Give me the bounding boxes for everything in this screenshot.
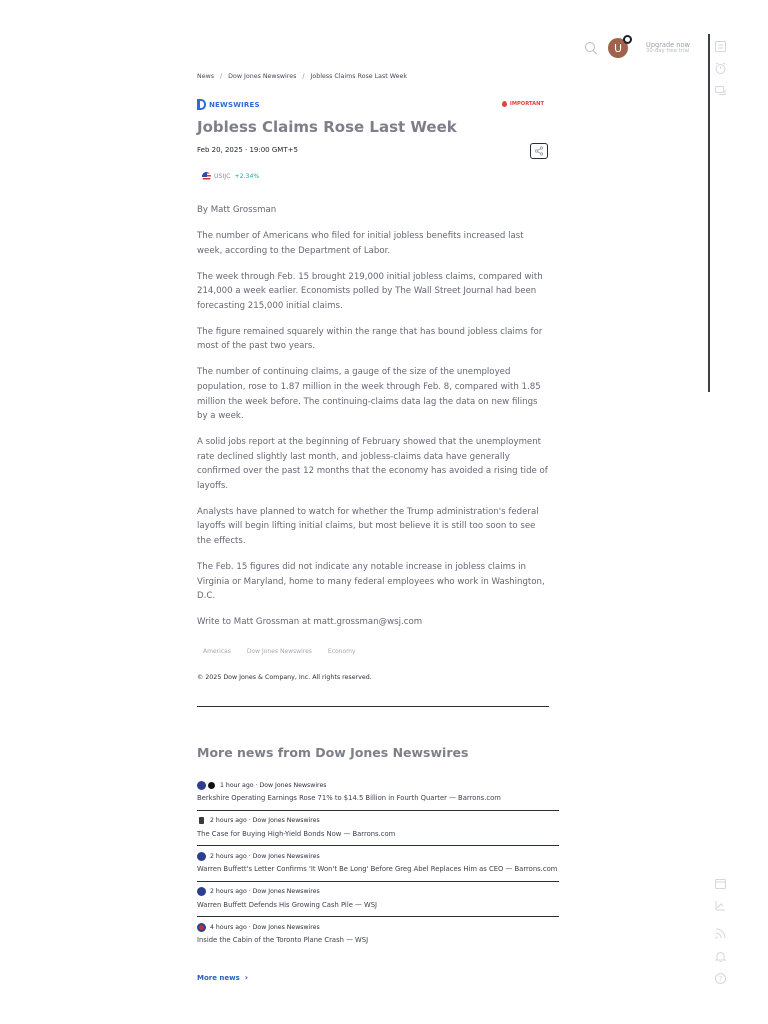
- source-logo-icon: [197, 923, 206, 932]
- paragraph: The number of Americans who filed for initial jobless benefits increased last week, according to the Department of Labor.: [197, 230, 524, 256]
- news-headline[interactable]: Warren Buffett Defends His Growing Cash Pile — WSJ: [197, 900, 378, 909]
- news-headline[interactable]: Inside the Cabin of the Toronto Plane Crash — WSJ: [197, 936, 369, 944]
- breadcrumb-news[interactable]: News: [197, 73, 215, 80]
- news-stream-icon[interactable]: [714, 927, 727, 940]
- more-news-title: More news from Dow Jones Newswires: [197, 745, 469, 760]
- news-time-source: 2 hours ago · Dow Jones Newswires: [210, 817, 320, 824]
- flame-icon: [502, 101, 507, 107]
- news-meta: [197, 850, 559, 862]
- related-symbol-chip[interactable]: [202, 172, 259, 181]
- ideas-icon[interactable]: [714, 899, 727, 912]
- copyright: © 2025 Dow Jones & Company, Inc. All rights reserved.: [197, 674, 372, 681]
- list-item[interactable]: [197, 882, 559, 918]
- news-time-source: 2 hours ago · Dow Jones Newswires: [210, 888, 320, 895]
- notifications-icon[interactable]: [714, 950, 727, 963]
- byline: By Matt Grossman: [197, 205, 277, 215]
- share-button[interactable]: [530, 143, 548, 159]
- tag-americas[interactable]: Americas: [203, 648, 231, 655]
- news-headline[interactable]: Warren Buffett's Letter Confirms 'It Won't Be Long' Before Greg Abel Replaces Him as CEO — Barrons.com: [197, 865, 558, 873]
- watchlist-icon[interactable]: [714, 40, 727, 53]
- upgrade-button[interactable]: [646, 42, 690, 55]
- share-icon: [534, 146, 544, 156]
- source-logo-icon: [197, 781, 206, 790]
- paragraph: A solid jobs report at the beginning of February showed that the unemployment rate declined slightly last month, and jobless-claims data have generally confirmed over the past 12 months that the economy has avoided a rising tide of layoffs.: [197, 437, 548, 491]
- paragraph: The week through Feb. 15 brought 219,000 initial jobless claims, compared with 214,000 a week earlier. Economists polled by The Wall Street Journal had been forecasting 215,000 initial claims.: [197, 271, 543, 311]
- more-news-link[interactable]: [197, 973, 248, 982]
- tag-dow-jones-newswires[interactable]: Dow Jones Newswires: [246, 648, 312, 655]
- divider: [197, 706, 549, 707]
- source-logo-icon: [197, 852, 206, 861]
- list-item[interactable]: [197, 775, 559, 811]
- notification-dot-icon: [623, 35, 632, 44]
- breadcrumb-dow-jones[interactable]: Dow Jones Newswires: [228, 73, 297, 80]
- list-item[interactable]: [197, 917, 559, 952]
- list-item[interactable]: [197, 811, 559, 847]
- news-meta: [197, 815, 559, 827]
- help-icon[interactable]: [714, 972, 727, 985]
- newswires-logo: [197, 99, 260, 110]
- newswires-logo-icon: [197, 99, 206, 110]
- source-logo-icon: [207, 781, 216, 790]
- breadcrumb-current: Jobless Claims Rose Last Week: [310, 73, 408, 80]
- important-label: IMPORTANT: [509, 101, 544, 107]
- news-time-source: 1 hour ago · Dow Jones Newswires: [220, 781, 327, 789]
- chats-icon[interactable]: [714, 85, 727, 98]
- important-badge: [502, 101, 544, 107]
- symbol-change: +2.34%: [234, 173, 260, 180]
- paragraph: The figure remained squarely within the range that has bound jobless claims for most of the past two years.: [197, 326, 543, 352]
- symbol-name: USIJC: [214, 173, 231, 180]
- news-headline[interactable]: Berkshire Operating Earnings Rose 71% to $14.5 Billion in Fourth Quarter — Barrons.com: [197, 794, 501, 802]
- more-news-list: [197, 775, 559, 952]
- list-item[interactable]: [197, 846, 559, 882]
- author-contact: Write to Matt Grossman at matt.grossman@wsj.com: [197, 617, 423, 628]
- us-flag-icon: [202, 172, 211, 181]
- news-headline[interactable]: The Case for Buying High-Yield Bonds Now — Barrons.com: [197, 829, 396, 838]
- upgrade-title: Upgrade now: [646, 40, 690, 49]
- news-meta: [197, 779, 559, 791]
- svg-text:?: ?: [718, 975, 723, 983]
- chevron-right-icon: ›: [244, 973, 249, 982]
- tag-economy[interactable]: Economy: [327, 648, 356, 655]
- paragraph: Analysts have planned to watch for whether the Trump administration's federal layoffs will begin lifting initial claims, but most believe it is still too soon to see the effects.: [197, 506, 539, 547]
- news-time-source: 2 hours ago · Dow Jones Newswires: [210, 852, 320, 860]
- search-icon[interactable]: [584, 41, 598, 55]
- news-meta: [197, 886, 559, 898]
- page-title: Jobless Claims Rose Last Week: [197, 118, 457, 136]
- paragraph: The number of continuing claims, a gauge of the size of the unemployed population, rose to 1.87 million in the week through Feb. 8, compared with 1.85 million the week before. The continuing-claims data lag the data on new filings by a week.: [197, 367, 541, 422]
- alerts-icon[interactable]: [714, 62, 727, 75]
- tag-list: [203, 648, 356, 655]
- more-news-label: More news: [197, 973, 240, 982]
- news-time-source: 4 hours ago · Dow Jones Newswires: [210, 923, 320, 931]
- brand-name: NEWSWIRES: [209, 100, 260, 109]
- avatar-letter: U: [613, 41, 623, 55]
- header-toolbar: [584, 38, 690, 58]
- calendar-icon[interactable]: [714, 877, 727, 890]
- breadcrumb: News / Dow Jones Newswires / Jobless Claims Rose Last Week: [197, 73, 408, 80]
- article-body: [197, 203, 549, 641]
- publish-date: Feb 20, 2025 · 19:00 GMT+5: [197, 146, 298, 154]
- right-rail-divider: [708, 34, 710, 392]
- paragraph: The Feb. 15 figures did not indicate any notable increase in jobless claims in Virginia or Maryland, home to many federal employees who work in Washington, D.C.: [197, 562, 545, 602]
- upgrade-subtitle: 30-day free trial: [646, 47, 690, 54]
- source-logo-icon: [199, 817, 204, 824]
- avatar[interactable]: [608, 38, 628, 58]
- news-meta: [197, 921, 559, 933]
- source-logo-icon: [197, 887, 206, 896]
